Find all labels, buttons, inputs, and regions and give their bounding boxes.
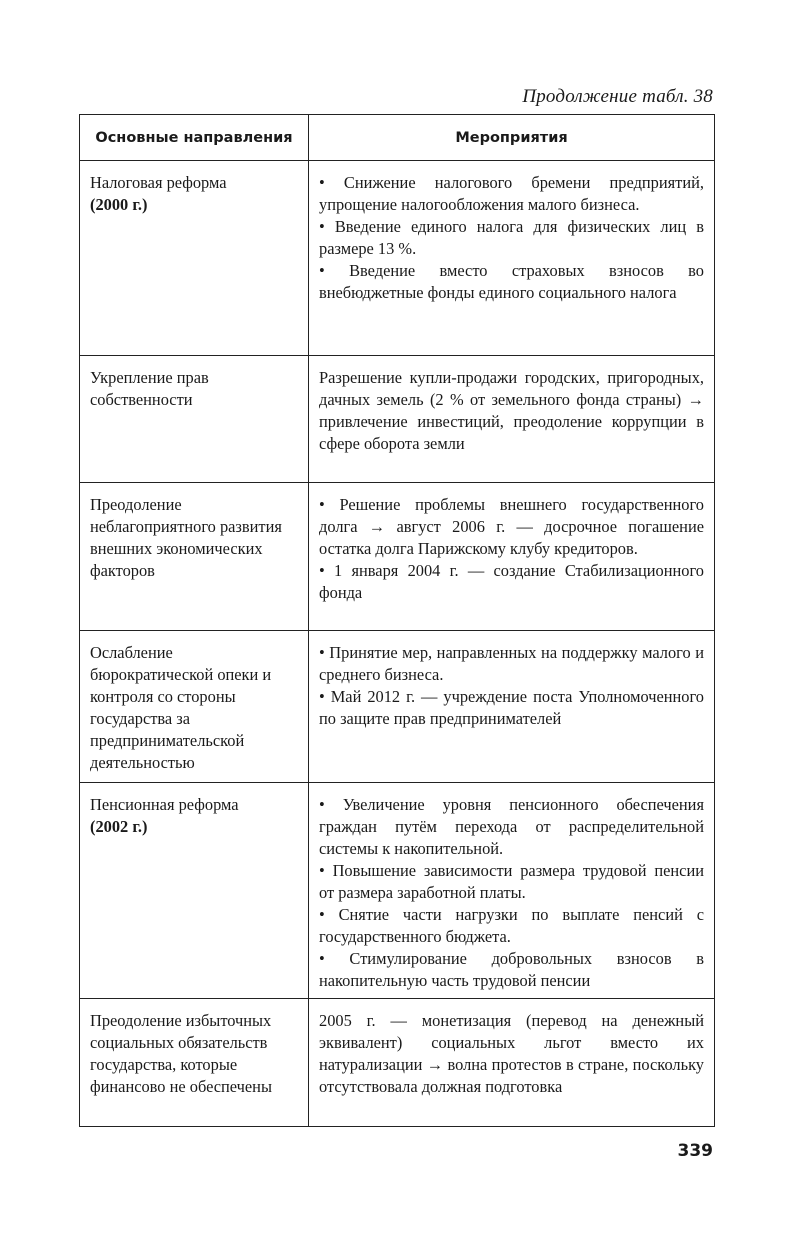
reforms-table — [79, 114, 715, 1127]
header-directions: Основные направления — [80, 115, 309, 161]
measures-cell — [309, 161, 715, 356]
table-row — [80, 161, 715, 356]
direction-cell — [80, 999, 309, 1127]
table-row — [80, 999, 715, 1127]
direction-cell — [80, 356, 309, 483]
measures-cell — [309, 483, 715, 631]
measures-cell — [309, 783, 715, 999]
measure-item: • Решение проблемы внешнего государственного долга → август 2006 г. — досрочное погашение остатка долга Парижскому клубу кредиторов. — [319, 495, 704, 558]
table-row — [80, 483, 715, 631]
table-header-row — [80, 115, 715, 161]
direction-text: Ослабление бюрократической опеки и контроля со стороны государства за предпринимательской деятельностью — [90, 643, 272, 772]
table-caption: Продолжение табл. 38 — [522, 86, 713, 107]
page-number: 339 — [677, 1141, 713, 1161]
direction-cell — [80, 631, 309, 783]
header-measures: Мероприятия — [309, 115, 715, 161]
measure-item: • Введение единого налога для физических лиц в размере 13 %. — [319, 217, 704, 258]
table-row — [80, 631, 715, 783]
measure-item: • Май 2012 г. — учреждение поста Уполномоченного по защите прав предпринимателей — [319, 687, 704, 728]
measure-item: • Стимулирование добровольных взносов в накопительную часть трудовой пенсии — [319, 949, 704, 990]
measure-item: 2005 г. — монетизация (перевод на денежный эквивалент) социальных льгот вместо их натурализации → волна протестов в стране, поскольку отсутствовала должная подготовка — [319, 1011, 704, 1096]
measure-item: • Снятие части нагрузки по выплате пенсий с государственного бюджета. — [319, 905, 704, 946]
measure-item: • Принятие мер, направленных на поддержку малого и среднего бизнеса. — [319, 643, 704, 684]
direction-cell — [80, 483, 309, 631]
measures-cell — [309, 356, 715, 483]
measures-cell — [309, 999, 715, 1127]
measure-item: • Повышение зависимости размера трудовой пенсии от размера заработной платы. — [319, 861, 704, 902]
direction-text: Преодоление избыточных социальных обязательств государства, которые финансово не обеспечены — [90, 1011, 272, 1096]
direction-text: Укрепление прав собственности — [90, 368, 209, 409]
measure-item: Разрешение купли-продажи городских, пригородных, дачных земель (2 % от земельного фонда страны) → привлечение инвестиций, преодоление коррупции в сфере оборота земли — [319, 368, 704, 453]
table-row — [80, 356, 715, 483]
direction-cell — [80, 783, 309, 999]
measure-item: • 1 января 2004 г. — создание Стабилизационного фонда — [319, 561, 704, 602]
direction-year: (2000 г.) — [90, 195, 148, 214]
direction-text: Преодоление неблагоприятного развития внешних экономических факторов — [90, 495, 282, 580]
table-row — [80, 783, 715, 999]
measure-item: • Увеличение уровня пенсионного обеспечения граждан путём перехода от распределительной системы к накопительной. — [319, 795, 704, 858]
direction-text: Налоговая реформа — [90, 173, 227, 192]
direction-year: (2002 г.) — [90, 817, 148, 836]
measure-item: • Введение вместо страховых взносов во внебюджетные фонды единого социального налога — [319, 261, 704, 302]
measure-item: • Снижение налогового бремени предприятий, упрощение налогообложения малого бизнеса. — [319, 173, 704, 214]
measures-cell — [309, 631, 715, 783]
direction-cell — [80, 161, 309, 356]
direction-text: Пенсионная реформа — [90, 795, 239, 814]
